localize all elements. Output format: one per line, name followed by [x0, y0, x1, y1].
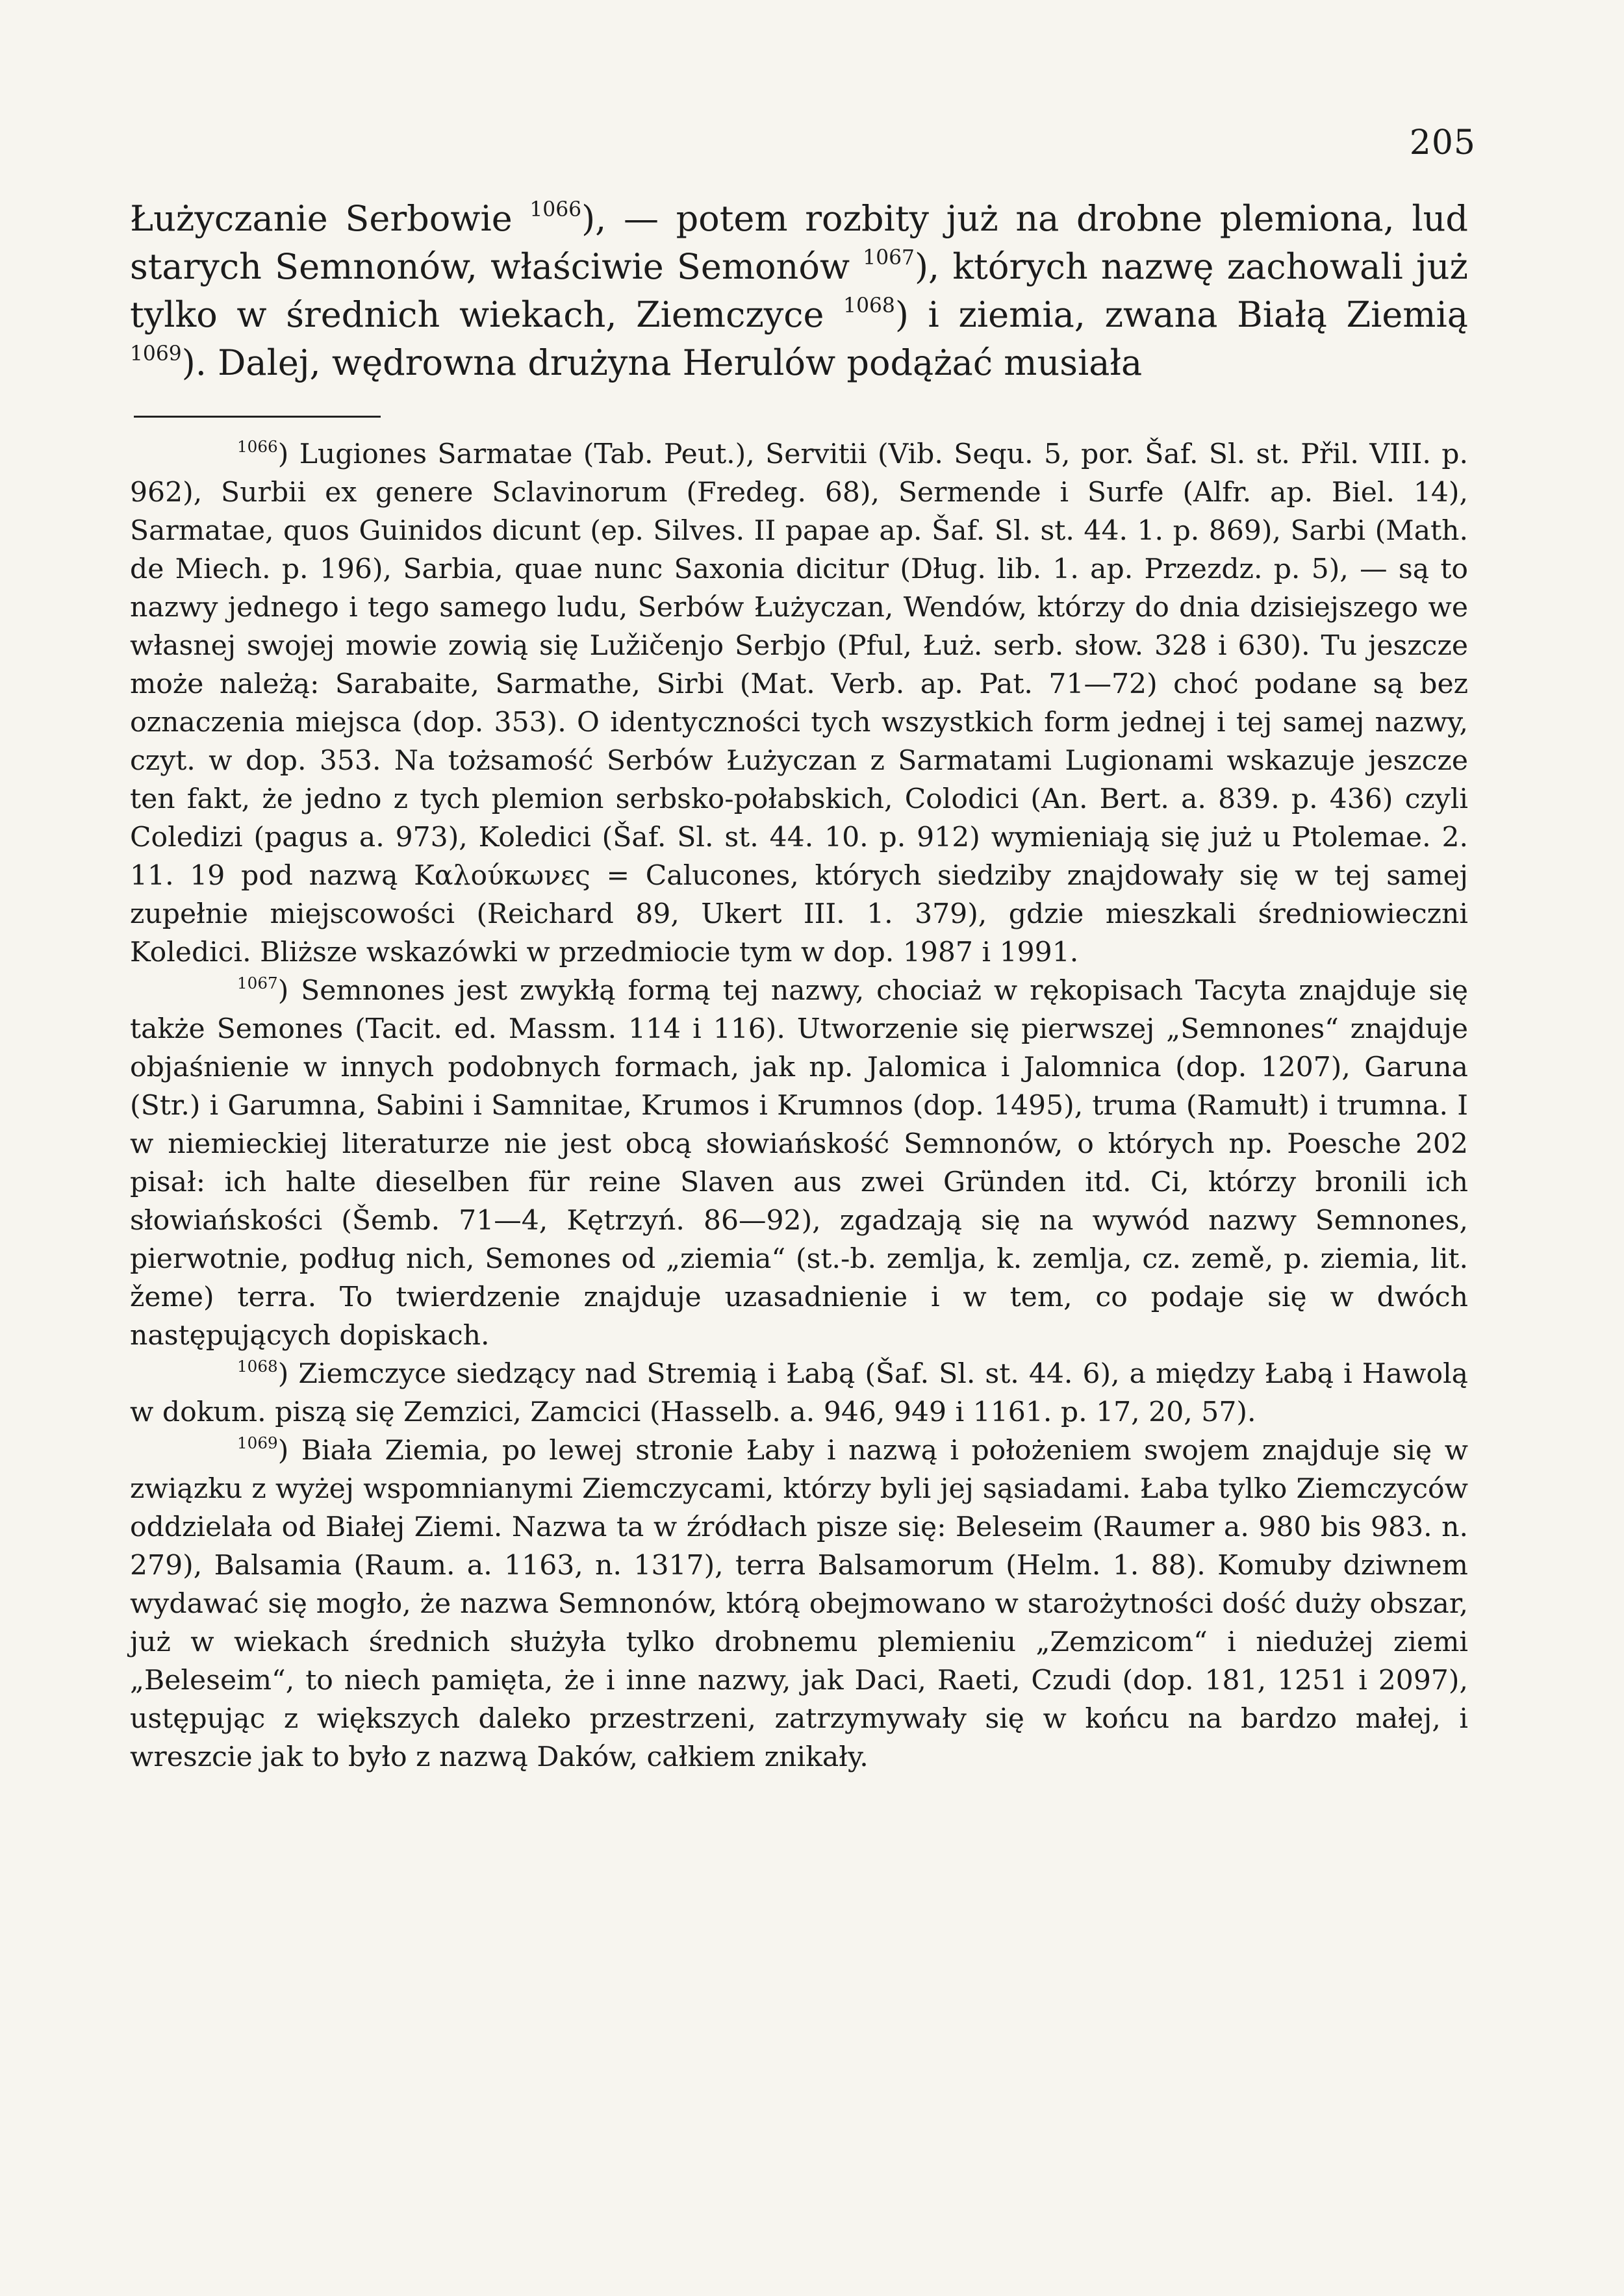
footnote-1069 — [130, 1432, 1468, 1776]
footnote-ref-1069[interactable]: 1069 — [130, 342, 182, 366]
main-text-segment: ). Dalej, wędrowna drużyna Herulów podążać musiała — [181, 342, 1143, 383]
footnotes-section — [130, 435, 1468, 1776]
footnote-ref-1067[interactable]: 1067 — [863, 246, 915, 270]
footnote-number: 1066 — [237, 436, 278, 456]
footnote-1068 — [130, 1355, 1468, 1432]
main-text — [130, 195, 1468, 387]
main-text-segment: ), — potem rozbity już na drobne plemiona, lud starych Semnonów, właściwie Semonów — [130, 198, 1468, 287]
footnote-text: ) Biała Ziemia, po lewej stronie Łaby i nazwą i położeniem swojem znajduje się w związku z wyżej wspomnianymi Ziemczycami, którzy byli jej sąsiadami. Łaba tylko Ziemczyców oddzielała od Białej Ziemi. Nazwa ta w źródłach pisze się: Beleseim (Raumer a. 980 bis 983. n. 279), Balsamia (Raum. a. 1163, n. 1317), terra Balsamorum (Helm. 1. 88). Komuby dziwnem wydawać się mogło, że nazwa Semnonów, którą obejmowano w starożytności dość duży obszar, już w wiekach średnich służyła tylko drobnemu plemieniu „Zemzicom“ i niedużej ziemi „Beleseim“, to niech pamięta, że i inne nazwy, jak Daci, Raeti, Czudi (dop. 181, 1251 i 2097), ustępując z większych daleko przestrzeni, zatrzymywały się w końcu na bardzo małej, i wreszcie jak to było z nazwą Daków, całkiem znikały. — [130, 1435, 1468, 1773]
footnote-text: ) Lugiones Sarmatae (Tab. Peut.), Servitii (Vib. Sequ. 5, por. Šaf. Sl. st. Přil. VIII. p. 962), Surbii ex genere Sclavinorum (Fredeg. 68), Sermende i Surfe (Alfr. ap. Biel. 14), Sarmatae, quos Guinidos dicunt (ep. Silves. II papae ap. Šaf. Sl. st. 44. 1. p. 869), Sarbi (Math. de Miech. p. 196), Sarbia, quae nunc Saxonia dicitur (Dług. lib. 1. ap. Przezdz. p. 5), — są to nazwy jednego i tego samego ludu, Serbów Łużyczan, Wendów, którzy do dnia dzisiejszego we własnej swojej mowie zowią się Lužičenjo Serbjo (Pful, Łuż. serb. słow. 328 i 630). Tu jeszcze może należą: Sarabaite, Sarmathe, Sirbi (Mat. Verb. ap. Pat. 71—72) choć podane są bez oznaczenia miejsca (dop. 353). O identyczności tych wszystkich form jednej i tej samej nazwy, czyt. w dop. 353. Na tożsamość Serbów Łużyczan z Sarmatami Lugionami wskazuje jeszcze ten fakt, że jedno z tych plemion serbsko-połabskich, Colodici (An. Bert. a. 839. p. 436) czyli Coledizi (pagus a. 973), Koledici (Šaf. Sl. st. 44. 10. p. 912) wymieniają się już u Ptolemae. 2. 11. 19 pod nazwą Καλούκωνες = Calucones, których siedziby znajdowały się w tej samej zupełnie miejscowości (Reichard 89, Ukert III. 1. 379), gdzie mieszkali średniowieczni Koledici. Bliższe wskazówki w przedmiocie tym w dop. 1987 i 1991. — [130, 438, 1468, 968]
footnote-1066 — [130, 435, 1468, 972]
footnote-number: 1068 — [237, 1356, 278, 1376]
footnote-number: 1067 — [237, 973, 278, 992]
page-number: 205 — [1409, 123, 1476, 162]
main-text-segment: ) i ziemia, zwana Białą Ziemią — [894, 294, 1468, 335]
footnote-1067 — [130, 972, 1468, 1355]
main-text-segment: ), których nazwę zachowali już tylko w średnich wiekach, Ziemczyce — [130, 246, 1468, 335]
footnote-divider — [134, 416, 381, 418]
footnote-number: 1069 — [237, 1433, 278, 1452]
footnote-ref-1066[interactable]: 1066 — [529, 198, 582, 222]
main-text-segment: Łużyczanie Serbowie — [130, 198, 530, 239]
footnote-text: ) Ziemczyce siedzący nad Stremią i Łabą (Šaf. Sl. st. 44. 6), a między Łabą i Hawolą w dokum. piszą się Zemzici, Zamcici (Hasselb. a. 946, 949 i 1161. p. 17, 20, 57). — [130, 1358, 1468, 1428]
footnote-ref-1068[interactable]: 1068 — [843, 294, 895, 318]
footnote-text: ) Semnones jest zwykłą formą tej nazwy, chociaż w rękopisach Tacyta znajduje się także Semones (Tacit. ed. Massm. 114 i 116). Utworzenie się pierwszej „Semnones“ znajduje objaśnienie w innych podobnych formach, jak np. Jalomica i Jalomnica (dop. 1207), Garuna (Str.) i Garumna, Sabini i Samnitae, Krumos i Krumnos (dop. 1495), truma (Ramułt) i trumna. I w niemieckiej literaturze nie jest obcą słowiańskość Semnonów, o których np. Poesche 202 pisał: ich halte dieselben für reine Slaven aus zwei Gründen itd. Ci, którzy bronili ich słowiańskości (Šemb. 71—4, Kętrzyń. 86—92), zgadzają się na wywód nazwy Semnones, pierwotnie, podług nich, Semones od „ziemia“ (st.-b. zemlja, k. zemlja, cz. země, p. ziemia, lit. žeme) terra. To twierdzenie znajduje uzasadnienie i w tem, co podaje się w dwóch następujących dopiskach. — [130, 975, 1468, 1352]
